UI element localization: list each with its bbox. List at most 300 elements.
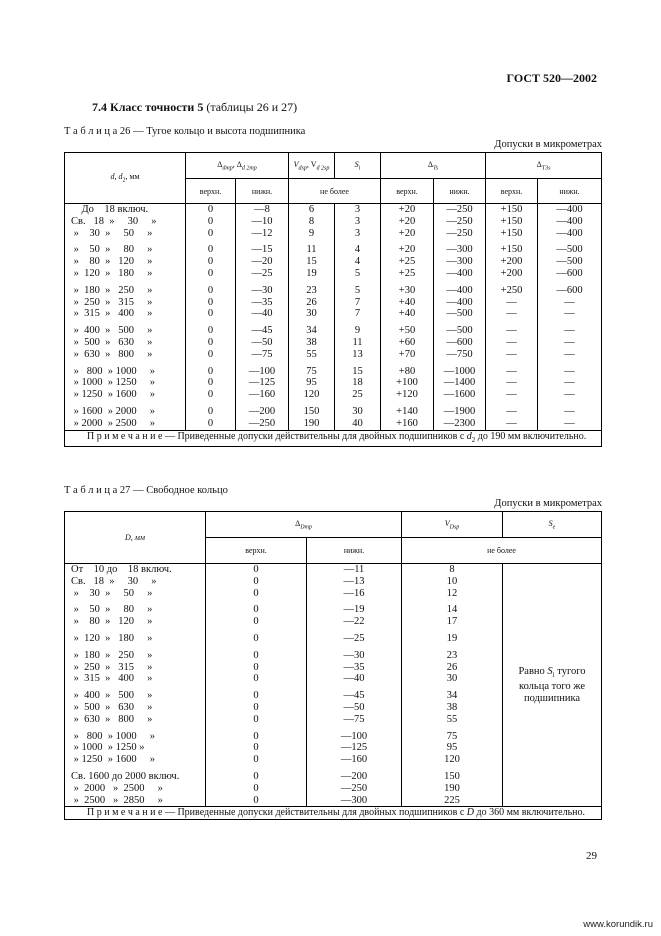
table27-cell: » 180 » 250 »: [71, 649, 153, 661]
table26-cell: —400: [556, 215, 583, 227]
table26-group: [186, 244, 235, 279]
table27-cell: 10: [446, 575, 458, 587]
table27-col-lower: [307, 564, 402, 807]
table27-group: [71, 731, 205, 766]
table27-note: П р и м е ч а н и е — Приведенные допуски действительны для двойных подшипников с D до 360 мм включительно.: [65, 807, 602, 820]
table26-cell: —50: [251, 336, 273, 348]
table27-group: [402, 604, 502, 628]
table27-group: [307, 604, 401, 628]
table26-caption-label: Т а б л и ц а 26: [64, 126, 131, 137]
table27-cell: 0: [253, 701, 259, 713]
table26-group: [434, 406, 485, 430]
table27-cell: 30: [446, 673, 458, 685]
table26-cell: Св. 18 » 30 »: [71, 215, 157, 227]
table26-group: [381, 406, 433, 430]
table26-head-ts-upper: верхн.: [381, 179, 434, 204]
table26-cell: —15: [251, 244, 273, 256]
table27-cell: 38: [446, 701, 458, 713]
table26-note-label: П р и м е ч а н и е: [87, 430, 163, 442]
table27-cell: » 2500 » 2850 »: [71, 794, 163, 806]
table26-head-delta: $\Delta_{dmp}$, $\Delta_{d 2mp}$: [186, 153, 289, 179]
table27-cell: —16: [343, 587, 365, 599]
table26-cell: 9: [308, 227, 315, 239]
table27-cell: 0: [253, 742, 259, 754]
table26-cell: 8: [308, 215, 315, 227]
table27-group: [402, 771, 502, 806]
table26-group: [538, 325, 601, 360]
table26-cell: 95: [306, 377, 317, 389]
table26-cell: » 180 » 250 »: [71, 284, 153, 296]
table27-head-v: $V_{Dsp}$: [402, 512, 503, 538]
table27-group: [402, 633, 502, 645]
table26-cell: +25: [398, 256, 416, 268]
table26-cell: 0: [207, 227, 214, 239]
table27-head-lower: нижн.: [307, 538, 402, 564]
table27-cell: 0: [253, 730, 259, 742]
table26-cell: 19: [306, 267, 317, 279]
table26-cell: » 1000 » 1250 »: [71, 377, 155, 389]
table26-cell: +70: [398, 348, 416, 360]
table26-cell: —250: [248, 417, 276, 429]
section-heading: [92, 100, 297, 115]
table26-group: [335, 285, 380, 320]
table27-cell: От 10 до 18 включ.: [71, 564, 172, 575]
table27-cell: 0: [253, 564, 259, 575]
table27-group: [71, 650, 205, 685]
table26-cell: 30: [352, 405, 363, 417]
table27-cell: 12: [446, 587, 458, 599]
table26-group: [186, 406, 235, 430]
table26-cell: 0: [207, 267, 214, 279]
table26-cell: 0: [207, 284, 214, 296]
table27-cell: —40: [343, 673, 365, 685]
table27-cell: 225: [444, 794, 460, 806]
table26-cell: —: [564, 417, 575, 429]
table27-col-D: [65, 564, 206, 807]
table27: [64, 511, 602, 820]
table26-col-lower: [236, 204, 289, 431]
table27-caption-label: Т а б л и ц а 27: [64, 485, 131, 496]
table26-cell: 13: [352, 348, 363, 360]
table26-group: [434, 366, 485, 401]
table26-cell: 15: [352, 365, 363, 377]
table26-cell: —: [506, 348, 517, 360]
table26-head-upper: верхн.: [186, 179, 236, 204]
table26-cell: » 800 » 1000 »: [71, 365, 155, 377]
table26-cell: —12: [251, 227, 273, 239]
table27-caption-text: — Свободное кольцо: [133, 485, 228, 496]
table26-cell: —600: [556, 284, 583, 296]
table26-cell: —500: [556, 244, 583, 256]
table26-cell: —1600: [443, 389, 476, 401]
table26-note: П р и м е ч а н и е — Приведенные допуски действительны для двойных подшипников с $d_2$ до 190 мм включительно.: [65, 430, 602, 446]
table27-cell: 120: [444, 754, 460, 766]
table27-group: [206, 731, 306, 766]
table27-cell: —25: [343, 632, 365, 644]
table26-group: [71, 204, 185, 239]
table27-head-upper: верхн.: [206, 538, 307, 564]
table27-group: [307, 650, 401, 685]
table27-cell: —22: [343, 616, 365, 628]
table26-cell: 0: [207, 417, 214, 429]
table27-units: Допуски в микрометрах: [494, 498, 602, 509]
table27-head-s: $S_e$: [503, 512, 602, 538]
table26-cell: » 120 » 180 »: [71, 267, 153, 279]
table27-cell: » 250 » 315 »: [71, 661, 153, 673]
table27-group: [71, 604, 205, 628]
table26-cell: » 1250 » 1600 »: [71, 389, 155, 401]
table26-cell: —20: [251, 256, 273, 268]
table26-group: [486, 406, 537, 430]
table26-cell: —: [506, 365, 517, 377]
table26-cell: +20: [398, 204, 416, 215]
table26-cell: 5: [354, 267, 361, 279]
table27-cell: —50: [343, 701, 365, 713]
table26-cell: 190: [303, 417, 320, 429]
table26-group: [381, 285, 433, 320]
table26-cell: 150: [303, 405, 320, 417]
table27-group: [71, 633, 205, 645]
table26-col-s: [335, 204, 381, 431]
table26-cell: —1000: [443, 365, 476, 377]
table27-note-text: — Приведенные допуски действительны для двойных подшипников с: [164, 807, 465, 819]
table27-cell: —30: [343, 649, 365, 661]
table27-group: [206, 690, 306, 725]
table26-note-text: — Приведенные допуски действительны для двойных подшипников с: [164, 430, 465, 442]
table26-cell: 0: [207, 389, 214, 401]
table26-cell: 38: [306, 336, 317, 348]
table26-cell: 0: [207, 215, 214, 227]
table26-cell: —750: [446, 348, 473, 360]
table26-cell: 0: [207, 348, 214, 360]
table27-cell: —125: [340, 742, 368, 754]
table26-cell: 120: [303, 389, 320, 401]
table27-cell: 0: [253, 616, 259, 628]
table26-cell: 30: [306, 308, 317, 320]
table26-group: [486, 204, 537, 239]
table27-cell: 190: [444, 782, 460, 794]
table26-group: [236, 285, 288, 320]
table26-cell: —600: [446, 336, 473, 348]
table26-body: [65, 204, 602, 431]
table26-group: [381, 325, 433, 360]
table26-cell: 3: [354, 204, 361, 215]
watermark: www.korundik.ru: [583, 919, 653, 930]
table26-cell: 7: [354, 308, 361, 320]
table27-group: [71, 564, 205, 599]
table26-units: Допуски в микрометрах: [494, 139, 602, 150]
table26-group: [335, 204, 380, 239]
table26-head-d: d, $d_2$, мм: [65, 153, 186, 204]
table26-cell: —250: [446, 204, 473, 215]
table26-col-t3s-lower: [538, 204, 602, 431]
table26-cell: —400: [556, 204, 583, 215]
table26-cell: —: [506, 296, 517, 308]
table26-cell: —100: [248, 365, 276, 377]
table27-cell: » 80 » 120 »: [71, 616, 153, 628]
table26-col-t3s-upper: [486, 204, 538, 431]
table26-caption: [64, 126, 305, 137]
table26-group: [538, 285, 601, 320]
table27-group: [402, 690, 502, 725]
table26-cell: 0: [207, 405, 214, 417]
table26-cell: —: [564, 348, 575, 360]
table27-cell: 0: [253, 649, 259, 661]
table26-cell: —2300: [443, 417, 476, 429]
table27-group: [206, 633, 306, 645]
table27-col-upper: [206, 564, 307, 807]
table27-group: [307, 633, 401, 645]
table26-cell: » 50 » 80 »: [71, 244, 153, 256]
table26-group: [434, 204, 485, 239]
table26-head-ts-lower: нижн.: [434, 179, 486, 204]
table26-head-nomore: не более: [289, 179, 381, 204]
table26-cell: —: [506, 377, 517, 389]
table26-cell: —400: [446, 284, 473, 296]
table26-cell: +25: [398, 267, 416, 279]
table27-group: [307, 771, 401, 806]
table26-cell: +200: [500, 256, 523, 268]
table27-col-v: [402, 564, 503, 807]
table26-cell: » 630 » 800 »: [71, 348, 153, 360]
table26-cell: » 315 » 400 »: [71, 308, 153, 320]
table26-group: [236, 244, 288, 279]
table26-cell: —250: [446, 227, 473, 239]
table26-cell: +120: [396, 389, 418, 401]
table27-cell: 55: [446, 713, 458, 725]
table26-cell: —400: [556, 227, 583, 239]
table26-cell: —10: [251, 215, 273, 227]
table27-head-delta: $\Delta_{Dmp}$: [206, 512, 402, 538]
table27-cell: —300: [340, 794, 368, 806]
table26-cell: —: [564, 377, 575, 389]
table26-col-v: [289, 204, 335, 431]
table27-head-D: D, мм: [65, 512, 206, 564]
table27-group: [307, 564, 401, 599]
table26-cell: 0: [207, 204, 214, 215]
table27-cell: » 50 » 80 »: [71, 604, 153, 616]
table27-cell: 0: [253, 673, 259, 685]
table27-cell: 14: [446, 604, 458, 616]
table26-caption-text: — Тугое кольцо и высота подшипника: [133, 126, 306, 137]
table26-cell: 3: [354, 227, 361, 239]
table26-cell: +20: [398, 227, 416, 239]
table26-cell: » 80 » 120 »: [71, 256, 153, 268]
table26-group: [236, 406, 288, 430]
table26-cell: 3: [354, 215, 361, 227]
table27-cell: 0: [253, 604, 259, 616]
section-number: 7.4: [92, 100, 107, 114]
table27-cell: » 2000 » 2500 »: [71, 782, 163, 794]
table27-group: [206, 650, 306, 685]
table26-group: [486, 244, 537, 279]
table26-group: [289, 285, 334, 320]
table27-cell: » 800 » 1000 »: [71, 730, 155, 742]
table26-group: [486, 285, 537, 320]
table27-note-label: П р и м е ч а н и е: [87, 807, 163, 819]
table26-cell: —200: [248, 405, 276, 417]
table27-cell: —100: [340, 730, 368, 742]
table26-cell: 75: [306, 365, 317, 377]
table26-cell: » 1600 » 2000 »: [71, 405, 155, 417]
table27-cell: —35: [343, 661, 365, 673]
table27-se-text-2: тугого кольца того же подшипника: [519, 665, 586, 704]
table26-cell: 4: [354, 244, 361, 256]
table26-cell: —8: [254, 204, 270, 215]
table26-cell: +150: [500, 227, 523, 239]
section-tail: (таблицы 26 и 27): [206, 100, 298, 114]
table26-cell: 26: [306, 296, 317, 308]
table26-group: [538, 366, 601, 401]
table26-cell: +150: [500, 204, 523, 215]
table27-group: [402, 564, 502, 599]
table26-group: [186, 285, 235, 320]
table26-cell: —: [506, 325, 517, 337]
table27-cell: 26: [446, 661, 458, 673]
table26-cell: —500: [446, 325, 473, 337]
table26-cell: —: [506, 389, 517, 401]
table27-cell: —160: [340, 754, 368, 766]
table26-group: [71, 244, 185, 279]
table26-cell: 6: [308, 204, 315, 215]
table27-cell: —19: [343, 604, 365, 616]
table26-cell: —40: [251, 308, 273, 320]
table26-cell: +50: [398, 325, 416, 337]
table27-cell: 150: [444, 770, 460, 782]
table27-group: [71, 690, 205, 725]
table26-head-v: $V_{dsp}$, $V_{d 2sp}$: [289, 153, 335, 179]
table27-cell: 75: [446, 730, 458, 742]
table26-group: [289, 325, 334, 360]
table26-cell: 0: [207, 296, 214, 308]
table27-cell: —11: [343, 564, 365, 575]
table26-cell: —75: [251, 348, 273, 360]
table26-cell: » 250 » 315 »: [71, 296, 153, 308]
table26-cell: +140: [396, 405, 418, 417]
table26-head-t3s-lower: нижн.: [538, 179, 602, 204]
table26-cell: 23: [306, 284, 317, 296]
table27-cell: 0: [253, 770, 259, 782]
table26-cell: +30: [398, 284, 416, 296]
table26-cell: +40: [398, 308, 416, 320]
table27-group: [206, 604, 306, 628]
table26-cell: 0: [207, 308, 214, 320]
table26-cell: +100: [396, 377, 418, 389]
table27-group: [206, 564, 306, 599]
table26-group: [335, 406, 380, 430]
table26-cell: 11: [306, 244, 317, 256]
table26-cell: —: [564, 325, 575, 337]
page-number: 29: [586, 850, 597, 862]
table27-cell: —250: [340, 782, 368, 794]
table26-cell: —: [506, 417, 517, 429]
table26-group: [71, 406, 185, 430]
table26-cell: +250: [500, 284, 523, 296]
table27-cell: 0: [253, 754, 259, 766]
table26-group: [71, 285, 185, 320]
table27-cell: 0: [253, 575, 259, 587]
table26-cell: 0: [207, 256, 214, 268]
table26-cell: —35: [251, 296, 273, 308]
table26-cell: +20: [398, 244, 416, 256]
table26-group: [186, 366, 235, 401]
table26-group: [71, 366, 185, 401]
table26-head-ts: $\Delta_{Ts}$: [381, 153, 486, 179]
table27-cell: » 630 » 800 »: [71, 713, 153, 725]
table27-cell: 23: [446, 649, 458, 661]
table26-col-ts-upper: [381, 204, 434, 431]
table27-cell: » 315 » 400 »: [71, 673, 153, 685]
table26-cell: 0: [207, 365, 214, 377]
table27-cell: » 1250 » 1600 »: [71, 754, 155, 766]
table26-cell: 0: [207, 377, 214, 389]
table27-cell: 0: [253, 587, 259, 599]
table26-cell: —300: [446, 256, 473, 268]
table26-group: [236, 204, 288, 239]
table26-cell: —: [564, 365, 575, 377]
table27-group: [206, 771, 306, 806]
table26-note-end: до 190 мм включительно.: [477, 430, 587, 442]
table26-group: [289, 366, 334, 401]
table26-cell: —600: [556, 267, 583, 279]
table26-cell: +40: [398, 296, 416, 308]
table26-col-d: [65, 204, 186, 431]
table26-cell: —500: [556, 256, 583, 268]
table27-caption: [64, 485, 228, 496]
table26-cell: 15: [306, 256, 317, 268]
table26-group: [335, 244, 380, 279]
table26-group: [289, 406, 334, 430]
table26-cell: —: [506, 308, 517, 320]
table26-cell: —125: [248, 377, 276, 389]
table26-cell: 18: [352, 377, 363, 389]
table26-cell: +80: [398, 365, 416, 377]
table27-cell: 0: [253, 632, 259, 644]
table27-note-end: до 360 мм включительно.: [476, 807, 586, 819]
table26-cell: 40: [352, 417, 363, 429]
table27-cell: 0: [253, 794, 259, 806]
table26-cell: —: [564, 336, 575, 348]
table27-head-nomore: не более: [402, 538, 602, 564]
table26-cell: 5: [354, 284, 361, 296]
table26-group: [236, 366, 288, 401]
table26-cell: 7: [354, 296, 361, 308]
table26-group: [538, 406, 601, 430]
table26-cell: —160: [248, 389, 276, 401]
table26-cell: —: [564, 296, 575, 308]
table26-group: [538, 204, 601, 239]
table27-cell: 95: [446, 742, 458, 754]
table26-cell: 55: [306, 348, 317, 360]
table27-cell: 34: [446, 690, 458, 702]
table26-cell: —: [564, 308, 575, 320]
table26-cell: —1400: [443, 377, 476, 389]
table26-cell: —1900: [443, 405, 476, 417]
table26-group: [381, 244, 433, 279]
table26-cell: —500: [446, 308, 473, 320]
table27-group: [307, 690, 401, 725]
table26-cell: » 500 » 630 »: [71, 336, 153, 348]
table26-cell: —25: [251, 267, 273, 279]
table27-col-se: Равно $S_i$ тугого кольца того же подшипника: [503, 564, 602, 807]
table26-cell: 0: [207, 244, 214, 256]
table26-group: [289, 204, 334, 239]
table26-cell: —30: [251, 284, 273, 296]
table26-group: [381, 204, 433, 239]
table26-cell: 11: [352, 336, 363, 348]
table26-head-t3s: $\Delta_{T3s}$: [486, 153, 602, 179]
table27-cell: 8: [449, 564, 455, 575]
